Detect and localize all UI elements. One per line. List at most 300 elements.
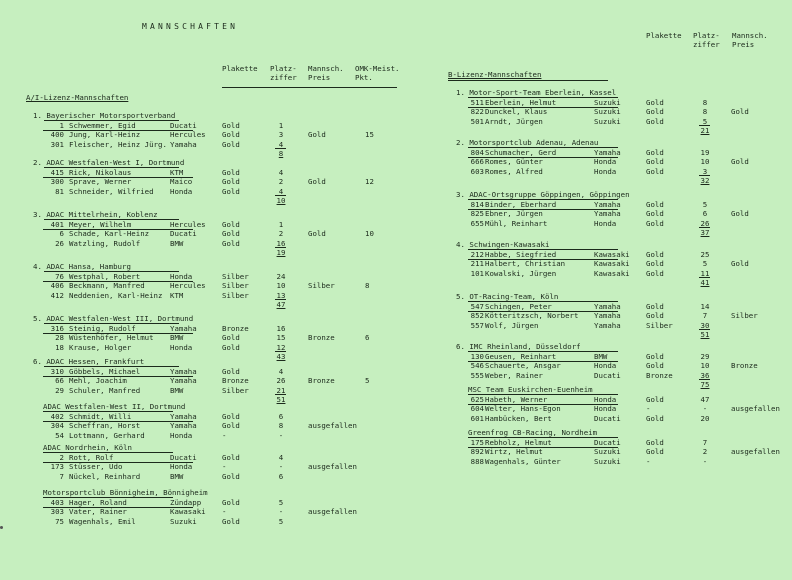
rider-plakette: Gold bbox=[646, 437, 664, 447]
rider-plakette: - bbox=[222, 462, 227, 472]
rider-make: KTM bbox=[170, 290, 184, 300]
rider-name: Schuler, Manfred bbox=[69, 385, 141, 395]
rider-platzziffer: 6 bbox=[278, 471, 284, 481]
rider-number: 2 bbox=[59, 452, 64, 462]
rider-make: Yamaha bbox=[170, 366, 197, 376]
rider-name: Schneider, Wilfried bbox=[69, 186, 154, 196]
rider-plakette: Gold bbox=[222, 130, 240, 140]
rider-make: Yamaha bbox=[170, 376, 197, 386]
team-name: 2. Motorsportclub Adenau, Adenau bbox=[456, 138, 599, 147]
first-rider-underline bbox=[468, 361, 618, 362]
team-prize: Gold bbox=[308, 177, 326, 187]
rider-make: Zündapp bbox=[170, 497, 202, 507]
rider-name: Fleischer, Heinz Jürg. bbox=[69, 139, 167, 149]
header-mannsch-preis-right: Mannsch. Preis bbox=[732, 31, 768, 49]
rider-name: Arndt, Jürgen bbox=[485, 116, 543, 126]
team-prize: Bronze bbox=[308, 333, 335, 343]
punch-hole-mark bbox=[0, 526, 3, 529]
rider-platzziffer: 16 bbox=[276, 238, 286, 248]
team-sum: 43 bbox=[276, 352, 286, 362]
page-title: MANNSCHAFTEN bbox=[142, 22, 239, 31]
first-rider-underline bbox=[43, 462, 193, 463]
rider-name: Meyer, Wilhelm bbox=[69, 219, 132, 229]
rider-platzziffer: 1 bbox=[278, 120, 284, 130]
category-title-a: A/I-Lizenz-Mannschaften bbox=[26, 93, 129, 102]
rider-platzziffer: 8 bbox=[702, 97, 708, 107]
rider-plakette: Silber bbox=[222, 281, 249, 291]
team-name: MSC Team Euskirchen-Euenheim bbox=[468, 385, 593, 394]
rider-platzziffer: - bbox=[702, 404, 708, 414]
rider-plakette: Silber bbox=[646, 320, 673, 330]
rider-name: Kötteritzsch, Norbert bbox=[485, 311, 579, 321]
rider-make: Suzuki bbox=[594, 97, 621, 107]
rider-platzziffer: 19 bbox=[700, 147, 710, 157]
team-prize: Gold bbox=[731, 157, 749, 167]
rider-make: BMW bbox=[170, 333, 184, 343]
rider-make: Honda bbox=[594, 394, 617, 404]
rider-make: Honda bbox=[594, 361, 617, 371]
rider-plakette: Gold bbox=[646, 259, 664, 269]
team-sum: 41 bbox=[700, 278, 710, 288]
rider-number: 825 bbox=[470, 209, 484, 219]
rider-number: 76 bbox=[55, 271, 64, 281]
team-sum: 75 bbox=[700, 380, 710, 390]
rider-make: Kawasaki bbox=[594, 259, 630, 269]
rider-platzziffer: - bbox=[278, 462, 284, 472]
rider-plakette: - bbox=[222, 430, 227, 440]
rider-name: Beckmann, Manfred bbox=[69, 281, 145, 291]
rider-number: 175 bbox=[470, 437, 484, 447]
rider-name: Weber, Rainer bbox=[485, 370, 543, 380]
rider-number: 601 bbox=[470, 413, 484, 423]
rider-make: Ducati bbox=[594, 413, 621, 423]
team-name: 3. ADAC-Ortsgruppe Göppingen, Göppingen bbox=[456, 190, 630, 199]
rider-name: Ebner, Jürgen bbox=[485, 209, 543, 219]
rider-number: 501 bbox=[470, 116, 484, 126]
rider-platzziffer: 16 bbox=[276, 323, 286, 333]
rider-plakette: Gold bbox=[646, 107, 664, 117]
rider-plakette: Gold bbox=[222, 177, 240, 187]
rider-plakette: Gold bbox=[222, 120, 240, 130]
rider-make: Yamaha bbox=[594, 301, 621, 311]
rider-name: Schwemmer, Egid bbox=[69, 120, 136, 130]
rider-make: Ducati bbox=[170, 120, 197, 130]
rider-make: Honda bbox=[170, 186, 193, 196]
rider-make: BMW bbox=[170, 238, 184, 248]
first-rider-underline bbox=[43, 130, 193, 131]
rider-make: Honda bbox=[170, 462, 193, 472]
first-rider-underline bbox=[43, 421, 193, 422]
rider-platzziffer: 5 bbox=[278, 497, 284, 507]
rider-name: Schmidt, Willi bbox=[69, 411, 132, 421]
rider-plakette: Gold bbox=[222, 219, 240, 229]
rider-number: 303 bbox=[50, 507, 64, 517]
rider-number: 604 bbox=[470, 404, 484, 414]
rider-number: 1 bbox=[59, 120, 64, 130]
rider-number: 54 bbox=[55, 430, 64, 440]
rider-make: BMW bbox=[170, 471, 184, 481]
rider-platzziffer: 10 bbox=[700, 361, 710, 371]
rider-plakette: Gold bbox=[222, 497, 240, 507]
team-prize: Bronze bbox=[308, 376, 335, 386]
rider-plakette: Gold bbox=[646, 301, 664, 311]
rider-make: Honda bbox=[170, 271, 193, 281]
rider-platzziffer: 5 bbox=[278, 516, 284, 526]
header-plakette-right: Plakette bbox=[646, 31, 682, 40]
rider-name: Vater, Rainer bbox=[69, 507, 127, 517]
rider-number: 402 bbox=[50, 411, 64, 421]
rider-platzziffer: 15 bbox=[276, 333, 286, 343]
rider-platzziffer: 11 bbox=[700, 268, 710, 278]
rider-name: Schade, Karl-Heinz bbox=[69, 229, 150, 239]
rider-name: Binder, Eberhard bbox=[485, 199, 557, 209]
team-prize: Gold bbox=[308, 229, 326, 239]
rider-plakette: Gold bbox=[646, 157, 664, 167]
rider-make: Yamaha bbox=[594, 209, 621, 219]
rider-name: Eberlein, Helmut bbox=[485, 97, 557, 107]
rider-plakette: Gold bbox=[222, 516, 240, 526]
team-name: 4. Schwingen-Kawasaki bbox=[456, 240, 550, 249]
rider-platzziffer: 47 bbox=[700, 394, 710, 404]
rider-number: 401 bbox=[50, 219, 64, 229]
rider-platzziffer: 5 bbox=[702, 259, 708, 269]
rider-number: 557 bbox=[470, 320, 484, 330]
rider-make: Ducati bbox=[170, 229, 197, 239]
rider-platzziffer: 26 bbox=[276, 376, 286, 386]
rider-name: Rott, Rolf bbox=[69, 452, 114, 462]
team-sum: 19 bbox=[276, 248, 286, 258]
rider-number: 403 bbox=[50, 497, 64, 507]
rider-name: Rick, Nikolaus bbox=[69, 167, 132, 177]
rider-platzziffer: 7 bbox=[702, 311, 708, 321]
team-sum: 47 bbox=[276, 300, 286, 310]
rider-platzziffer: 8 bbox=[278, 421, 284, 431]
rider-plakette: Gold bbox=[646, 199, 664, 209]
rider-number: 852 bbox=[470, 311, 484, 321]
rider-number: 28 bbox=[55, 333, 64, 343]
rider-make: Suzuki bbox=[170, 516, 197, 526]
team-prize: ausgefallen bbox=[731, 404, 780, 414]
rider-plakette: Gold bbox=[646, 394, 664, 404]
team-name: 6. IMC Rheinland, Düsseldorf bbox=[456, 342, 581, 351]
rider-name: Sprave, Werner bbox=[69, 177, 132, 187]
rider-plakette: Gold bbox=[222, 139, 240, 149]
rider-platzziffer: 5 bbox=[702, 116, 708, 126]
team-name: 4. ADAC Hansa, Hamburg bbox=[33, 262, 131, 271]
rider-platzziffer: 14 bbox=[700, 301, 710, 311]
team-name: Motorsportclub Bönnigheim, Bönnigheim bbox=[43, 488, 208, 497]
first-rider-underline bbox=[43, 229, 193, 230]
rider-plakette: Bronze bbox=[222, 323, 249, 333]
header-platzziffer-right: Platz- ziffer bbox=[693, 31, 720, 49]
rider-make: Hercules bbox=[170, 130, 206, 140]
rider-plakette: Gold bbox=[222, 186, 240, 196]
rider-platzziffer: 13 bbox=[276, 290, 286, 300]
rider-number: 29 bbox=[55, 385, 64, 395]
team-prize: Bronze bbox=[731, 361, 758, 371]
category-rule-b bbox=[448, 80, 608, 81]
rider-plakette: Gold bbox=[222, 342, 240, 352]
rider-make: Yamaha bbox=[170, 421, 197, 431]
first-rider-underline bbox=[43, 507, 193, 508]
rider-name: Wolf, Jürgen bbox=[485, 320, 539, 330]
rider-name: Schumacher, Gerd bbox=[485, 147, 557, 157]
rider-platzziffer: 36 bbox=[700, 370, 710, 380]
rider-number: 301 bbox=[50, 139, 64, 149]
rider-plakette: - bbox=[646, 456, 651, 466]
rider-number: 804 bbox=[470, 147, 484, 157]
rider-platzziffer: 26 bbox=[700, 218, 710, 228]
rider-plakette: Gold bbox=[646, 447, 664, 457]
rider-make: Maico bbox=[170, 177, 193, 187]
rider-platzziffer: 4 bbox=[278, 139, 284, 149]
rider-plakette: Gold bbox=[222, 411, 240, 421]
rider-plakette: Gold bbox=[646, 116, 664, 126]
rider-platzziffer: - bbox=[278, 430, 284, 440]
rider-make: Honda bbox=[170, 342, 193, 352]
first-rider-underline bbox=[43, 376, 193, 377]
rider-platzziffer: - bbox=[702, 456, 708, 466]
rider-platzziffer: 4 bbox=[278, 186, 284, 196]
rider-make: Ducati bbox=[594, 437, 621, 447]
rider-make: Honda bbox=[594, 157, 617, 167]
rider-make: Honda bbox=[594, 218, 617, 228]
rider-platzziffer: 7 bbox=[702, 437, 708, 447]
rider-make: Suzuki bbox=[594, 116, 621, 126]
rider-make: Yamaha bbox=[594, 199, 621, 209]
rider-make: Suzuki bbox=[594, 456, 621, 466]
rider-platzziffer: 1 bbox=[278, 219, 284, 229]
rider-plakette: Gold bbox=[222, 471, 240, 481]
rider-name: Scheffran, Horst bbox=[69, 421, 141, 431]
rider-plakette: Gold bbox=[222, 452, 240, 462]
category-title-b: B-Lizenz-Mannschaften bbox=[448, 70, 542, 79]
rider-number: 892 bbox=[470, 447, 484, 457]
team-name: ADAC Nordrhein, Köln bbox=[43, 443, 132, 452]
team-sum: 32 bbox=[700, 176, 710, 186]
rider-platzziffer: 12 bbox=[276, 342, 286, 352]
rider-platzziffer: 4 bbox=[278, 452, 284, 462]
rider-platzziffer: 3 bbox=[702, 166, 708, 176]
rider-platzziffer: 6 bbox=[278, 411, 284, 421]
rider-name: Kowalski, Jürgen bbox=[485, 268, 557, 278]
rider-name: Krause, Holger bbox=[69, 342, 132, 352]
rider-plakette: Gold bbox=[646, 209, 664, 219]
team-sum: 8 bbox=[278, 149, 284, 159]
team-sum: 51 bbox=[700, 330, 710, 340]
first-rider-underline bbox=[468, 404, 618, 405]
omk-points: 8 bbox=[365, 281, 370, 291]
rider-make: Yamaha bbox=[170, 323, 197, 333]
team-name: 5. OT-Racing-Team, Köln bbox=[456, 292, 559, 301]
rider-number: 130 bbox=[470, 351, 484, 361]
rider-plakette: Bronze bbox=[646, 370, 673, 380]
rider-number: 7 bbox=[59, 471, 64, 481]
team-prize: Gold bbox=[308, 130, 326, 140]
rider-make: Yamaha bbox=[594, 320, 621, 330]
rider-name: Rebholz, Helmut bbox=[485, 437, 552, 447]
rider-platzziffer: 2 bbox=[702, 447, 708, 457]
rider-platzziffer: 30 bbox=[700, 320, 710, 330]
rider-number: 655 bbox=[470, 218, 484, 228]
rider-name: Romes, Günter bbox=[485, 157, 543, 167]
rider-plakette: Gold bbox=[222, 421, 240, 431]
rider-plakette: Gold bbox=[222, 333, 240, 343]
rider-plakette: Gold bbox=[646, 97, 664, 107]
header-plakette: Plakette bbox=[222, 64, 258, 73]
team-sum: 51 bbox=[276, 395, 286, 405]
rider-platzziffer: 4 bbox=[278, 366, 284, 376]
rider-make: Hercules bbox=[170, 219, 206, 229]
rider-platzziffer: 5 bbox=[702, 199, 708, 209]
rider-number: 75 bbox=[55, 516, 64, 526]
rider-platzziffer: 24 bbox=[276, 271, 286, 281]
rider-make: Ducati bbox=[170, 452, 197, 462]
omk-points: 6 bbox=[365, 333, 370, 343]
rider-name: Göbbels, Michael bbox=[69, 366, 141, 376]
rider-make: Ducati bbox=[594, 370, 621, 380]
rider-number: 546 bbox=[470, 361, 484, 371]
rider-name: Stüsser, Udo bbox=[69, 462, 123, 472]
rider-name: Watzling, Rudolf bbox=[69, 238, 141, 248]
rider-make: Yamaha bbox=[594, 147, 621, 157]
omk-points: 10 bbox=[365, 229, 374, 239]
rider-number: 822 bbox=[470, 107, 484, 117]
rider-make: Honda bbox=[594, 404, 617, 414]
first-rider-underline bbox=[468, 107, 618, 108]
header-omk-pkt: OMK-Meist. Pkt. bbox=[355, 64, 400, 82]
rider-name: Schingen, Peter bbox=[485, 301, 552, 311]
team-sum: 10 bbox=[276, 196, 286, 206]
rider-name: Wagenhals, Emil bbox=[69, 516, 136, 526]
rider-name: Romes, Alfred bbox=[485, 166, 543, 176]
rider-number: 6 bbox=[59, 229, 64, 239]
rider-plakette: Gold bbox=[222, 366, 240, 376]
rider-plakette: Silber bbox=[222, 290, 249, 300]
rider-name: Mühl, Reinhart bbox=[485, 218, 548, 228]
rider-make: Kawasaki bbox=[594, 249, 630, 259]
team-name: 5. ADAC Westfalen-West III, Dortmund bbox=[33, 314, 194, 323]
first-rider-underline bbox=[468, 447, 618, 448]
rider-name: Habeth, Werner bbox=[485, 394, 548, 404]
rider-number: 547 bbox=[470, 301, 484, 311]
team-name: ADAC Westfalen-West II, Dortmund bbox=[43, 402, 186, 411]
rider-make: Yamaha bbox=[170, 139, 197, 149]
omk-points: 15 bbox=[365, 130, 374, 140]
first-rider-underline bbox=[43, 281, 193, 282]
rider-make: BMW bbox=[170, 385, 184, 395]
rider-number: 511 bbox=[470, 97, 484, 107]
rider-platzziffer: 6 bbox=[702, 209, 708, 219]
rider-number: 888 bbox=[470, 456, 484, 466]
team-prize: Silber bbox=[308, 281, 335, 291]
rider-number: 304 bbox=[50, 421, 64, 431]
rider-number: 101 bbox=[470, 268, 484, 278]
team-prize: Gold bbox=[731, 259, 749, 269]
rider-name: Schauerte, Ansgar bbox=[485, 361, 561, 371]
omk-points: 12 bbox=[365, 177, 374, 187]
team-prize: ausgefallen bbox=[308, 421, 357, 431]
rider-plakette: Gold bbox=[646, 147, 664, 157]
rider-plakette: - bbox=[646, 404, 651, 414]
rider-number: 173 bbox=[50, 462, 64, 472]
rider-platzziffer: - bbox=[278, 507, 284, 517]
rider-name: Mehl, Joachim bbox=[69, 376, 127, 386]
rider-plakette: Gold bbox=[222, 229, 240, 239]
rider-make: Suzuki bbox=[594, 107, 621, 117]
team-name: Greenfrog CB-Racing, Nordheim bbox=[468, 428, 598, 437]
rider-plakette: - bbox=[222, 507, 227, 517]
rider-platzziffer: 2 bbox=[278, 229, 284, 239]
rider-plakette: Gold bbox=[646, 218, 664, 228]
rider-name: Hager, Roland bbox=[69, 497, 127, 507]
rider-plakette: Gold bbox=[646, 311, 664, 321]
rider-plakette: Gold bbox=[646, 351, 664, 361]
rider-number: 406 bbox=[50, 281, 64, 291]
header-rule-left bbox=[222, 87, 397, 88]
rider-name: Jung, Karl-Heinz bbox=[69, 130, 141, 140]
rider-make: Honda bbox=[594, 166, 617, 176]
rider-number: 814 bbox=[470, 199, 484, 209]
rider-make: Honda bbox=[170, 430, 193, 440]
rider-platzziffer: 25 bbox=[700, 249, 710, 259]
rider-name: Steinig, Rudolf bbox=[69, 323, 136, 333]
rider-plakette: Gold bbox=[222, 167, 240, 177]
rider-platzziffer: 2 bbox=[278, 177, 284, 187]
rider-platzziffer: 3 bbox=[278, 130, 284, 140]
rider-platzziffer: 4 bbox=[278, 167, 284, 177]
rider-make: KTM bbox=[170, 167, 184, 177]
rider-number: 66 bbox=[55, 376, 64, 386]
rider-plakette: Gold bbox=[646, 268, 664, 278]
header-platzziffer: Platz- ziffer bbox=[270, 64, 297, 82]
team-name: 6. ADAC Hessen, Frankfurt bbox=[33, 357, 145, 366]
rider-platzziffer: 10 bbox=[276, 281, 286, 291]
rider-make: Hercules bbox=[170, 281, 206, 291]
rider-name: Welter, Hans-Egon bbox=[485, 404, 561, 414]
rider-plakette: Gold bbox=[646, 166, 664, 176]
team-prize: ausgefallen bbox=[731, 447, 780, 457]
rider-name: Wagenhals, Günter bbox=[485, 456, 561, 466]
rider-name: Wirtz, Helmut bbox=[485, 447, 543, 457]
rider-make: Yamaha bbox=[170, 411, 197, 421]
rider-plakette: Gold bbox=[646, 249, 664, 259]
team-name: 1. Bayerischer Motorsportverband bbox=[33, 111, 176, 120]
team-sum: 21 bbox=[700, 126, 710, 136]
rider-name: Habbe, Siegfried bbox=[485, 249, 557, 259]
rider-number: 26 bbox=[55, 238, 64, 248]
rider-number: 212 bbox=[470, 249, 484, 259]
rider-platzziffer: 21 bbox=[276, 385, 286, 395]
rider-name: Nückel, Reinhard bbox=[69, 471, 141, 481]
rider-name: Wüstenhöfer, Helmut bbox=[69, 333, 154, 343]
rider-make: BMW bbox=[594, 351, 608, 361]
header-mannsch-preis: Mannsch. Preis bbox=[308, 64, 344, 82]
team-prize: ausgefallen bbox=[308, 462, 357, 472]
team-prize: Gold bbox=[731, 209, 749, 219]
rider-number: 310 bbox=[50, 366, 64, 376]
first-rider-underline bbox=[468, 209, 618, 210]
rider-number: 400 bbox=[50, 130, 64, 140]
rider-number: 18 bbox=[55, 342, 64, 352]
first-rider-underline bbox=[468, 259, 618, 260]
team-prize: Gold bbox=[731, 107, 749, 117]
rider-number: 300 bbox=[50, 177, 64, 187]
team-name: 2. ADAC Westfalen-West I, Dortmund bbox=[33, 158, 185, 167]
rider-platzziffer: 29 bbox=[700, 351, 710, 361]
omk-points: 5 bbox=[365, 376, 370, 386]
rider-number: 625 bbox=[470, 394, 484, 404]
